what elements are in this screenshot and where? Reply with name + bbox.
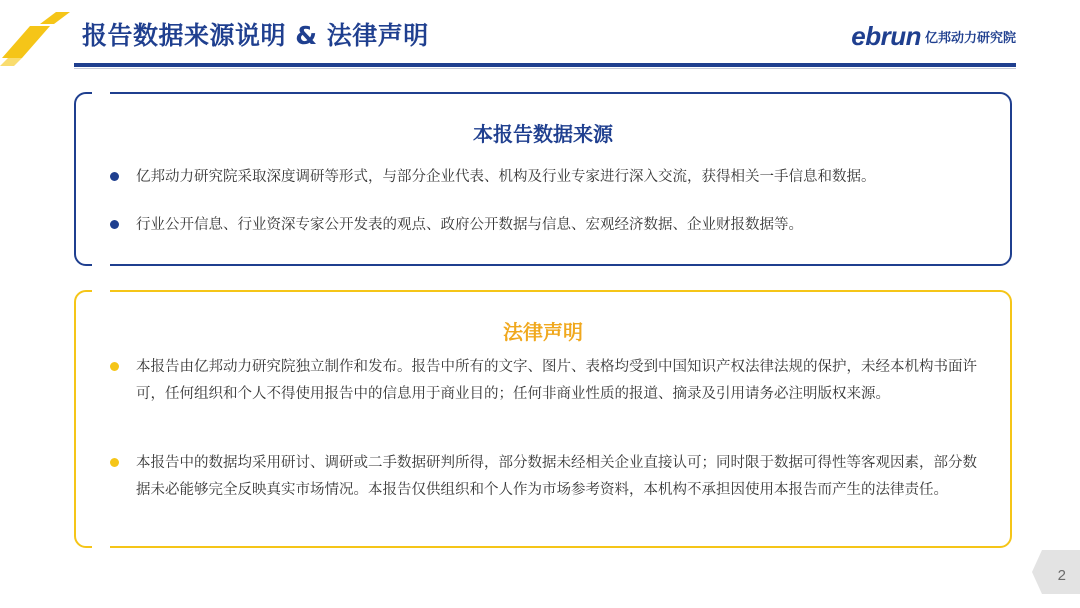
legal-statement-panel <box>74 290 1012 548</box>
legal-statement-title: 法律声明 <box>503 320 583 344</box>
page-title: 报告数据来源说明 & 法律声明 <box>82 21 429 50</box>
brand-logo <box>851 20 1016 52</box>
page-number-tab-icon <box>1032 550 1080 594</box>
list-item <box>110 164 980 191</box>
panel-border-gap <box>92 260 110 270</box>
bullet-icon <box>110 362 119 371</box>
list-item <box>110 450 980 504</box>
data-sources-title: 本报告数据来源 <box>473 122 613 146</box>
bullet-icon <box>110 458 119 467</box>
list-item-text: 本报告由亿邦动力研究院独立制作和发布。报告中所有的文字、图片、表格均受到中国知识产权法律法规的保护，未经本机构书面许可，任何组织和个人不得使用报告中的信息用于商业目的；任何非商业性质的报道、摘录及引用请务必注明版权来源。 <box>136 359 977 402</box>
list-item-text: 亿邦动力研究院采取深度调研等形式，与部分企业代表、机构及行业专家进行深入交流，获得相关一手信息和数据。 <box>136 169 876 185</box>
panel-border-gap <box>92 542 110 552</box>
header-stripes-icon <box>0 12 80 68</box>
brand-name: 亿邦动力研究院 <box>924 30 1016 46</box>
panel-border-gap <box>92 88 110 98</box>
brand-wordmark: ebrun <box>851 20 921 51</box>
list-item <box>110 354 980 408</box>
header-divider-thin <box>74 68 1016 69</box>
list-item <box>110 212 980 239</box>
data-sources-panel <box>74 92 1012 266</box>
list-item-text: 本报告中的数据均采用研讨、调研或二手数据研判所得，部分数据未经相关企业直接认可；同时限于数据可得性等客观因素，部分数据未必能够完全反映真实市场情况。本报告仅供组织和个人作为市场参考资料，本机构不承担因使用本报告而产生的法律责任。 <box>136 455 977 498</box>
panel-border-gap <box>92 286 110 296</box>
bullet-icon <box>110 172 119 181</box>
page-number: 2 <box>1057 567 1066 584</box>
list-item-text: 行业公开信息、行业资深专家公开发表的观点、政府公开数据与信息、宏观经济数据、企业财报数据等。 <box>136 217 803 233</box>
header-divider <box>74 63 1016 67</box>
bullet-icon <box>110 220 119 229</box>
